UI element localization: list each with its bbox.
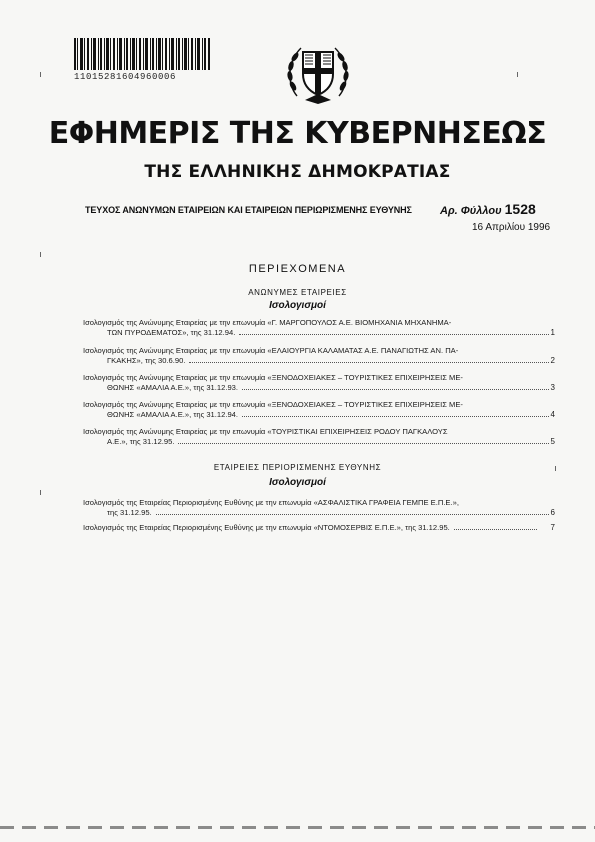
entry-page-number: 1 bbox=[550, 328, 555, 337]
entry-text-line2: ΓΚΑΚΗΣ», της 30.6.90. bbox=[107, 356, 186, 365]
contents-entry[interactable] bbox=[83, 427, 555, 447]
entry-text-line2: ΘΩΝΗΣ «ΑΜΑΛΙΑ Α.Ε.», της 31.12.93. bbox=[107, 383, 239, 392]
dot-leader bbox=[156, 508, 549, 515]
margin-mark bbox=[40, 72, 41, 77]
contents-entry[interactable] bbox=[83, 498, 555, 518]
entry-page-number: 2 bbox=[550, 356, 555, 365]
dot-leader bbox=[189, 356, 549, 363]
issue-date: 16 Απριλίου 1996 bbox=[472, 222, 551, 233]
scan-bottom-edge bbox=[0, 826, 595, 829]
entry-text-line2: ΘΩΝΗΣ «ΑΜΑΛΙΑ Α.Ε.», της 31.12.94. bbox=[107, 410, 239, 419]
sheet-prefix: Αρ. Φύλλου bbox=[440, 205, 502, 217]
margin-mark bbox=[40, 490, 41, 495]
sheet-number-value: 1528 bbox=[504, 201, 536, 217]
coat-of-arms-emblem bbox=[283, 38, 353, 108]
dot-leader bbox=[242, 410, 549, 417]
entry-page-number: 3 bbox=[550, 383, 555, 392]
entry-text-line1: Ισολογισμός της Ανώνυμης Εταιρείας με την επωνυμία «ΞΕΝΟΔΟΧΕΙΑΚΕΣ – ΤΟΥΡΙΣΤΙΚΕΣ ΕΠΙΧΕΙΡΗΣΕΙΣ ΜΕ- bbox=[83, 400, 463, 409]
contents-heading: ΠΕΡΙΕΧΟΜΕΝΑ bbox=[248, 263, 347, 275]
entry-text-line1: Ισολογισμός της Εταιρείας Περιορισμένης Ευθύνης με την επωνυμία «ΑΣΦΑΛΙΣΤΙΚΑ ΓΡΑΦΕΙΑ ΓΕΜΠΕ Ε.Π.Ε.», bbox=[83, 498, 459, 507]
entry-text-line2: ΤΩΝ ΠΥΡΟΔΕΜΑΤΟΣ», της 31.12.94. bbox=[107, 328, 236, 337]
issue-label: ΤΕΥΧΟΣ ΑΝΩΝΥΜΩΝ ΕΤΑΙΡΕΙΩΝ ΚΑΙ ΕΤΑΙΡΕΙΩΝ ΠΕΡΙΩΡΙΣΜΕΝΗΣ ΕΥΘΥΝΗΣ bbox=[85, 205, 412, 215]
contents-entry[interactable] bbox=[83, 373, 555, 393]
entry-text-line1: Ισολογισμός της Ανώνυμης Εταιρείας με την επωνυμία «ΕΛΑΙΟΥΡΓΙΑ ΚΑΛΑΜΑΤΑΣ Α.Ε. ΠΑΝΑΓΙΩΤΗΣ ΑΝ. ΠΑ- bbox=[83, 346, 459, 355]
entry-page-number: 4 bbox=[550, 410, 555, 419]
section-subheading: Ισολογισμοί bbox=[269, 477, 326, 488]
margin-mark bbox=[40, 252, 41, 257]
barcode bbox=[74, 38, 210, 70]
contents-entry[interactable] bbox=[83, 400, 555, 420]
section-subheading: Ισολογισμοί bbox=[269, 300, 326, 311]
sheet-number bbox=[440, 201, 536, 217]
gazette-title: ΕΦΗΜΕΡΙΣ ΤΗΣ ΚΥΒΕΡΝΗΣΕΩΣ bbox=[48, 116, 547, 151]
section-heading: ΑΝΩΝΥΜΕΣ ΕΤΑΙΡΕΙΕΣ bbox=[248, 288, 347, 297]
entry-page-number: 5 bbox=[550, 437, 555, 446]
dot-leader bbox=[178, 437, 549, 444]
entry-page-number: 6 bbox=[550, 508, 555, 517]
entry-text-line1: Ισολογισμός της Ανώνυμης Εταιρείας με την επωνυμία «ΤΟΥΡΙΣΤΙΚΑΙ ΕΠΙΧΕΙΡΗΣΕΙΣ ΡΟΔΟΥ ΠΑΓΚΑΛΟΥΣ bbox=[83, 427, 448, 436]
contents-entry[interactable] bbox=[83, 346, 555, 366]
gazette-subtitle: ΤΗΣ ΕΛΛΗΝΙΚΗΣ ΔΗΜΟΚΡΑΤΙΑΣ bbox=[144, 162, 451, 182]
section-heading: ΕΤΑΙΡΕΙΕΣ ΠΕΡΙΟΡΙΣΜΕΝΗΣ ΕΥΘΥΝΗΣ bbox=[213, 463, 382, 472]
entry-text-line1: Ισολογισμός της Ανώνυμης Εταιρείας με την επωνυμία «ΞΕΝΟΔΟΧΕΙΑΚΕΣ – ΤΟΥΡΙΣΤΙΚΕΣ ΕΠΙΧΕΙΡΗΣΕΙΣ ΜΕ- bbox=[83, 373, 463, 382]
contents-entry[interactable] bbox=[83, 318, 555, 338]
barcode-number: 11015281604960006 bbox=[74, 72, 177, 82]
entry-text-line2: Α.Ε.», της 31.12.95. bbox=[107, 437, 175, 446]
entry-page-number: 7 bbox=[550, 523, 555, 532]
contents-entry[interactable] bbox=[83, 523, 555, 533]
dot-leader bbox=[454, 523, 537, 530]
margin-mark bbox=[517, 72, 518, 77]
entry-text-line1: Ισολογισμός της Εταιρείας Περιορισμένης Ευθύνης με την επωνυμία «ΝΤΟΜΟΣΕΡΒΙΣ Ε.Π.Ε.», της 31.12.95. bbox=[83, 523, 450, 532]
entry-text-line1: Ισολογισμός της Ανώνυμης Εταιρείας με την επωνυμία «Γ. ΜΑΡΓΟΠΟΥΛΟΣ Α.Ε. ΒΙΟΜΗΧΑΝΙΑ ΜΗΧΑΝΗΜΑ- bbox=[83, 318, 452, 327]
entry-text-line2: της 31.12.95. bbox=[107, 508, 152, 517]
dot-leader bbox=[239, 328, 549, 335]
dot-leader bbox=[242, 383, 549, 390]
